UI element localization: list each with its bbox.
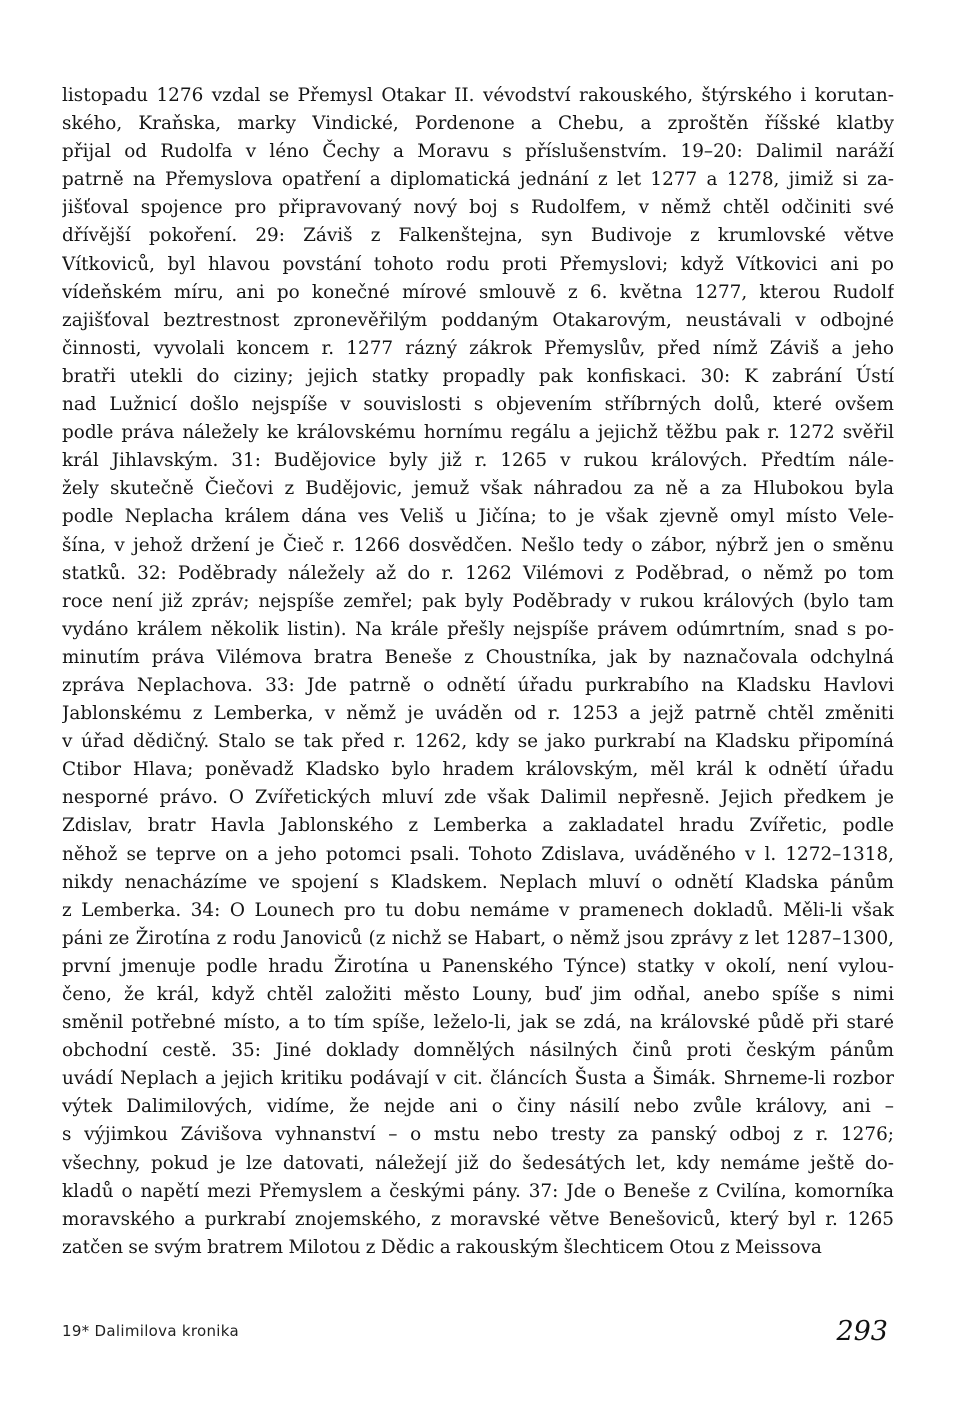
text-line: šína, v jehož držení je Čieč r. 1266 dosvědčen. Nešlo tedy o zábor, nýbrž jen o směnu (62, 534, 894, 556)
text-line: páni ze Žirotína z rodu Janoviců (z nichž se Habart, o němž jsou zprávy z let 1287–1300, (62, 927, 894, 949)
text-line: zajišťoval beztrestnost zpronevěřilým poddaným Otakarovým, neustávali v odbojné (62, 309, 894, 331)
text-line: přijal od Rudolfa v léno Čechy a Moravu s příslušenstvím. 19–20: Dalimil naráží (62, 141, 894, 163)
text-line: roce není již zpráv; nejspíše zemřel; pak byly Poděbrady v rukou králových (bylo tam (62, 590, 894, 612)
text-line: žely skutečně Čiečovi z Budějovic, jemuž však náhradou za ně a za Hlubokou byla (62, 478, 894, 500)
text-line: patrně na Přemyslova opatření a diplomatická jednání z let 1277 a 1278, jimiž si za- (62, 169, 894, 191)
text-line: zpráva Neplachova. 33: Jde patrně o odnětí úřadu purkrabího na Kladsku Havlovi (62, 674, 894, 696)
text-line: nikdy nenacházíme ve spojení s Kladskem. Neplach mluví o odnětí Kladska pánům (62, 871, 894, 893)
text-line: vydáno králem několik listin). Na krále přešly nejspíše právem odúmrtním, snad s po- (62, 618, 894, 640)
page-number: 293 (836, 1316, 888, 1347)
text-line: podle Neplacha králem dána ves Veliš u Jičína; to je však zjevně omyl místo Vele- (62, 506, 894, 528)
text-line: činnosti, vyvolali koncem r. 1277 rázný zákrok Přemyslův, před nímž Záviš a jeho (62, 337, 894, 359)
text-line: jišťoval spojence pro připravovaný nový boj s Rudolfem, v němž chtěl odčiniti své (62, 197, 894, 219)
text-line: podle práva náležely ke královskému hornímu regálu a jejichž těžbu pak r. 1272 svěřil (62, 422, 894, 444)
text-line: s výjimkou Závišova vyhnanství – o mstu nebo tresty za panský odboj z r. 1276; (62, 1124, 894, 1146)
text-line: nad Lužnicí došlo nejspíše v souvislosti s objevením stříbrných dolů, které ovšem (62, 394, 894, 416)
text-line: statků. 32: Poděbrady náležely až do r. 1262 Vilémovi z Poděbrad, o němž po tom (62, 562, 894, 584)
text-line: v úřad dědičný. Stalo se tak před r. 1262, kdy se jako purkrabí na Kladsku připomíná (62, 731, 894, 753)
text-line: čeno, že král, když chtěl založiti město Louny, buď jim odňal, anebo spíše s nimi (62, 984, 894, 1005)
text-line: listopadu 1276 vzdal se Přemysl Otakar II. vévodství rakouského, štýrského i korutan- (62, 85, 894, 106)
text-line: moravského a purkrabí znojemského, z moravské větve Benešoviců, který byl r. 1265 (62, 1208, 894, 1230)
text-line: Vítkoviců, byl hlavou povstání tohoto rodu proti Přemyslovi; když Vítkovici ani po (62, 253, 894, 275)
text-line: bratři utekli do ciziny; jejich statky propadly pak konfiskaci. 30: K zabrání Ústí (62, 365, 894, 387)
text-line: vídeňském míru, ani po konečné mírové smlouvě z 6. května 1277, kterou Rudolf (62, 281, 894, 303)
text-line: zatčen se svým bratrem Milotou z Dědic a rakouským šlechticem Otou z Meissova (62, 1236, 822, 1258)
text-line: nesporné právo. O Zvířetických mluví zde však Dalimil nepřesně. Jejich předkem je (62, 787, 894, 809)
text-line: výtek Dalimilových, vidíme, že nejde ani o činy násilí nebo zvůle královy, ani – (62, 1096, 894, 1118)
text-line: Zdislav, bratr Havla Jablonského z Lemberka a zakladatel hradu Zvířetic, podle (62, 815, 894, 837)
text-line: obchodní cestě. 35: Jiné doklady domnělých násilných činů proti českým pánům (62, 1040, 894, 1062)
text-line: uvádí Neplach a jejich kritiku podávají v cit. článcích Šusta a Šimák. Shrneme-li rozbor (62, 1068, 894, 1090)
text-line: ského, Kraňska, marky Vindické, Pordenone a Chebu, a zproštěn říšské klatby (62, 113, 894, 135)
text-line: dřívější pokoření. 29: Záviš z Falkenštejna, syn Budivoje z krumlovské větve (62, 225, 894, 247)
text-line: něhož se teprve on a jeho potomci psali. Tohoto Zdislava, uváděného v l. 1272–1318, (62, 843, 894, 865)
text-line: Ctibor Hlava; poněvadž Kladsko bylo hradem královským, měl král k odnětí úřadu (62, 759, 894, 781)
text-line: z Lemberka. 34: O Lounech pro tu dobu nemáme v pramenech dokladů. Měli-li však (62, 899, 894, 921)
text-line: minutím práva Vilémova bratra Beneše z Choustníka, jak by naznačovala odchylná (62, 646, 894, 668)
text-line: všechny, pokud je lze datovati, náležejí již do šedesátých let, kdy nemáme ještě do- (62, 1152, 894, 1174)
page-body (62, 82, 894, 1262)
text-line: Jablonskému z Lemberka, v němž je uváděn od r. 1253 a jejž patrně chtěl změniti (62, 703, 894, 725)
page-footer (62, 1316, 894, 1366)
text-line: kladů o napětí mezi Přemyslem a českými pány. 37: Jde o Beneše z Cvilína, komorníka (62, 1180, 894, 1202)
text-line: první jmenuje podle hradu Žirotína u Panenského Týnce) statky v okolí, není vylou- (62, 955, 894, 977)
text-line: směnil potřebné místo, a to tím spíše, leželo-li, jak se zdá, na královské půdě při staré (62, 1012, 894, 1034)
signature-mark: 19* Dalimilova kronika (62, 1322, 239, 1340)
text-line: král Jihlavským. 31: Budějovice byly již r. 1265 v rukou králových. Předtím nále- (62, 450, 894, 472)
